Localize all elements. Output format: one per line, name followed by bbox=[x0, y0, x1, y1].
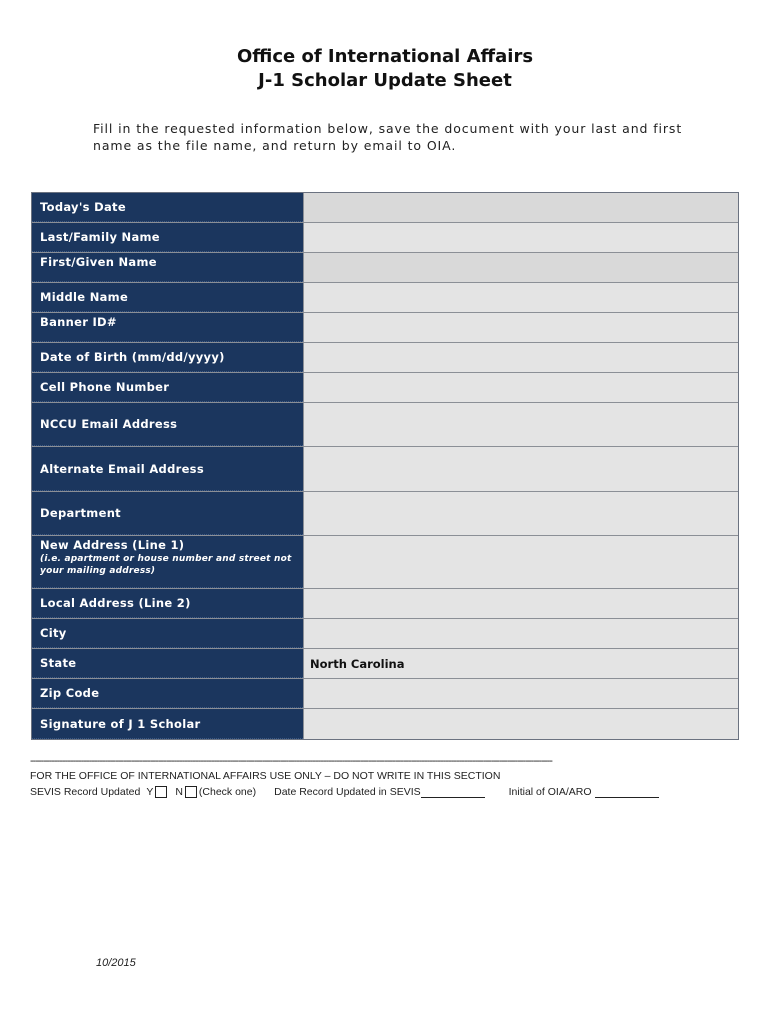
new-address-field[interactable] bbox=[303, 536, 738, 588]
form-row-nccu-email bbox=[32, 403, 738, 447]
field-label: Department bbox=[32, 492, 303, 535]
field-label: Banner ID# bbox=[32, 313, 303, 342]
last-name-field[interactable] bbox=[303, 223, 738, 252]
form-row-first-name bbox=[32, 253, 738, 283]
date-updated-blank[interactable] bbox=[421, 787, 485, 798]
banner-id-field[interactable] bbox=[303, 313, 738, 342]
middle-name-field[interactable] bbox=[303, 283, 738, 312]
revision-date: 10/2015 bbox=[96, 957, 136, 969]
form-row-signature bbox=[32, 709, 738, 739]
form-row-todays-date bbox=[32, 193, 738, 223]
form-row-banner-id bbox=[32, 313, 738, 343]
form-row-last-name bbox=[32, 223, 738, 253]
field-label-group bbox=[32, 536, 303, 588]
form-row-local-address bbox=[32, 589, 738, 619]
signature-field[interactable] bbox=[303, 709, 738, 739]
date-updated-label: Date Record Updated in SEVIS bbox=[274, 786, 421, 798]
field-label: Today's Date bbox=[32, 193, 303, 222]
zip-code-field[interactable] bbox=[303, 679, 738, 708]
no-checkbox[interactable] bbox=[185, 786, 197, 798]
local-address-field[interactable] bbox=[303, 589, 738, 618]
initial-blank[interactable] bbox=[595, 787, 659, 798]
form-subtitle: J-1 Scholar Update Sheet bbox=[258, 70, 512, 91]
first-name-field[interactable] bbox=[303, 253, 738, 282]
field-label: Middle Name bbox=[32, 283, 303, 312]
check-one-label: (Check one) bbox=[198, 786, 257, 798]
alternate-email-field[interactable] bbox=[303, 447, 738, 491]
department-field[interactable] bbox=[303, 492, 738, 535]
form-row-cell-phone bbox=[32, 373, 738, 403]
form-row-zip-code bbox=[32, 679, 738, 709]
field-label: Date of Birth (mm/dd/yyyy) bbox=[32, 343, 303, 372]
field-label: City bbox=[32, 619, 303, 648]
no-label: N bbox=[175, 786, 183, 798]
date-of-birth-field[interactable] bbox=[303, 343, 738, 372]
city-field[interactable] bbox=[303, 619, 738, 648]
form-row-date-of-birth bbox=[32, 343, 738, 373]
field-label: Cell Phone Number bbox=[32, 373, 303, 402]
field-label: Local Address (Line 2) bbox=[32, 589, 303, 618]
form-row-city bbox=[32, 619, 738, 649]
form-row-middle-name bbox=[32, 283, 738, 313]
instructions-text: Fill in the requested information below, save the document with your last and first name as the file name, and return by email to OIA. bbox=[93, 121, 683, 153]
state-field[interactable]: North Carolina bbox=[303, 649, 738, 678]
form-row-alternate-email bbox=[32, 447, 738, 492]
sevis-updated-label: SEVIS Record Updated bbox=[30, 786, 141, 798]
field-label: Zip Code bbox=[32, 679, 303, 708]
field-label: First/Given Name bbox=[32, 253, 303, 282]
yes-checkbox[interactable] bbox=[155, 786, 167, 798]
update-form-table bbox=[31, 192, 739, 740]
form-row-new-address bbox=[32, 536, 738, 589]
field-label: Last/Family Name bbox=[32, 223, 303, 252]
field-sublabel: (i.e. apartment or house number and street not your mailing address) bbox=[40, 554, 292, 576]
sevis-status-line bbox=[30, 786, 659, 798]
initial-label: Initial of OIA/ARO bbox=[508, 786, 592, 798]
field-label: New Address (Line 1) bbox=[40, 538, 185, 552]
yes-label: Y bbox=[146, 786, 154, 798]
cell-phone-field[interactable] bbox=[303, 373, 738, 402]
field-label: Alternate Email Address bbox=[32, 447, 303, 491]
field-label: Signature of J 1 Scholar bbox=[32, 709, 303, 739]
office-use-heading: FOR THE OFFICE OF INTERNATIONAL AFFAIRS USE ONLY – DO NOT WRITE IN THIS SECTION bbox=[30, 770, 501, 782]
form-title: Office of International Affairs bbox=[236, 46, 534, 67]
form-row-department bbox=[32, 492, 738, 536]
nccu-email-field[interactable] bbox=[303, 403, 738, 446]
cut-line-divider: ---------------------------------------------------------------------------------------------------------------------------------------------------------------------------------------------------- bbox=[30, 755, 552, 767]
todays-date-field[interactable] bbox=[303, 193, 738, 222]
form-row-state bbox=[32, 649, 738, 679]
field-label: State bbox=[32, 649, 303, 678]
field-label: NCCU Email Address bbox=[32, 403, 303, 446]
